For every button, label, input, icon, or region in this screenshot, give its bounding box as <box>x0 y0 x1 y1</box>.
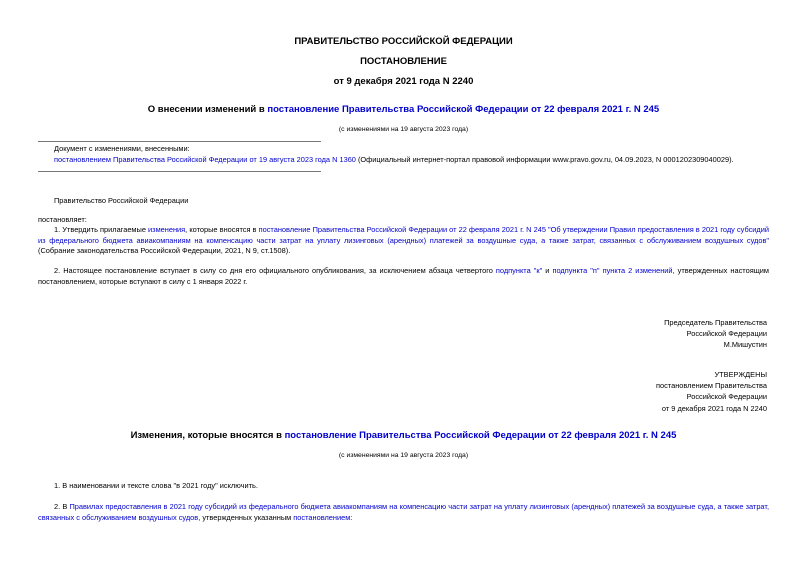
divider-top <box>38 141 321 142</box>
change-item-1: 1. В наименовании и тексте слова "в 2021 году" исключить. <box>54 481 258 490</box>
change-item-2 <box>38 502 769 523</box>
document-subject <box>0 104 807 115</box>
approval-line-3: Российской Федерации <box>686 392 767 402</box>
changes-edition-note: (с изменениями на 19 августа 2023 года) <box>338 452 469 459</box>
resolution-link[interactable]: постановлением <box>293 512 351 522</box>
paragraph-1 <box>38 225 769 257</box>
item2-text-b: , утвержденных указанным <box>198 512 294 522</box>
document-date-number: от 9 декабря 2021 года N 2240 <box>333 76 474 87</box>
amended-publication: (Официальный интернет-портал правовой информации www.pravo.gov.ru, 04.09.2023, N 0001202309040029). <box>355 155 734 164</box>
paragraph-2 <box>38 266 769 287</box>
approval-line-2: постановлением Правительства <box>656 381 767 391</box>
p1-text-a: 1. Утвердить прилагаемые <box>54 225 149 234</box>
item2-text-a: 2. В <box>54 502 70 511</box>
approval-line-4: от 9 декабря 2021 года N 2240 <box>661 403 767 413</box>
changes-link[interactable]: изменения <box>148 225 186 234</box>
amending-decree-link[interactable]: постановлением Правительства Российской Федерации от 19 августа 2023 года N 1360 <box>54 155 356 164</box>
resolution-245-link[interactable]: постановление Правительства Российской Федерации от 22 февраля 2021 г. N 245 "Об утверждении Правил предоставления в 2021 году субсидий из федерального бюджета авиакомпаниям на компенсацию части затрат на уплату лизинговых (арендных) платежей за воздушные суда, а также затрат, связанных с обслуживанием воздушных судов" <box>38 225 769 245</box>
item2-text-c: : <box>350 512 353 522</box>
subject-link[interactable]: постановление Правительства Российской Федерации от 22 февраля 2021 г. N 245 <box>267 104 660 115</box>
p2-text-a: 2. Настоящее постановление вступает в силу со дня его официального опубликования, за исключением абзаца четвертого <box>54 266 496 275</box>
p2-text-b: и <box>542 266 553 275</box>
rules-link[interactable]: Правилах предоставления в 2021 году субсидий из федерального бюджета авиакомпаниям на компенсацию части затрат на уплату лизинговых (арендных) платежей за воздушные суда, а также затрат, связанных с обслуживанием воздушных судов <box>38 502 769 522</box>
amended-source <box>54 155 774 166</box>
changes-title <box>0 430 807 441</box>
amended-label: Документ с изменениями, внесенными: <box>54 144 190 153</box>
decree-word: постановляет: <box>38 215 87 224</box>
divider-bottom <box>38 171 321 172</box>
changes-title-prefix: Изменения, которые вносятся в <box>130 430 285 441</box>
p1-text-b: , которые вносятся в <box>185 225 259 234</box>
signature-name: М.Мишустин <box>723 340 767 350</box>
subject-prefix: О внесении изменений в <box>147 104 268 115</box>
changes-title-link[interactable]: постановление Правительства Российской Федерации от 22 февраля 2021 г. N 245 <box>284 430 677 441</box>
signature-org: Российской Федерации <box>686 329 767 339</box>
approval-line-1: УТВЕРЖДЕНЫ <box>714 370 767 379</box>
document-type: ПОСТАНОВЛЕНИЕ <box>360 56 447 67</box>
government-title: ПРАВИТЕЛЬСТВО РОССИЙСКОЙ ФЕДЕРАЦИИ <box>294 36 513 47</box>
p2-text-c: , утвержденных настоящим постановлением, которые вступают в силу с 1 января 2022 г. <box>38 266 769 286</box>
approval-block <box>656 369 767 414</box>
issuer: Правительство Российской Федерации <box>54 196 189 205</box>
p1-text-c: (Собрание законодательства Российской Федерации, 2021, N 9, ст.1508). <box>38 246 291 256</box>
signature-position: Председатель Правительства <box>664 318 767 327</box>
subparagraph-p-link[interactable]: подпункта "п" пункта 2 изменений <box>552 266 673 275</box>
subparagraph-k-link[interactable]: подпункта "к" <box>495 266 543 275</box>
edition-note: (с изменениями на 19 августа 2023 года) <box>338 126 469 133</box>
signature-block <box>664 317 767 351</box>
